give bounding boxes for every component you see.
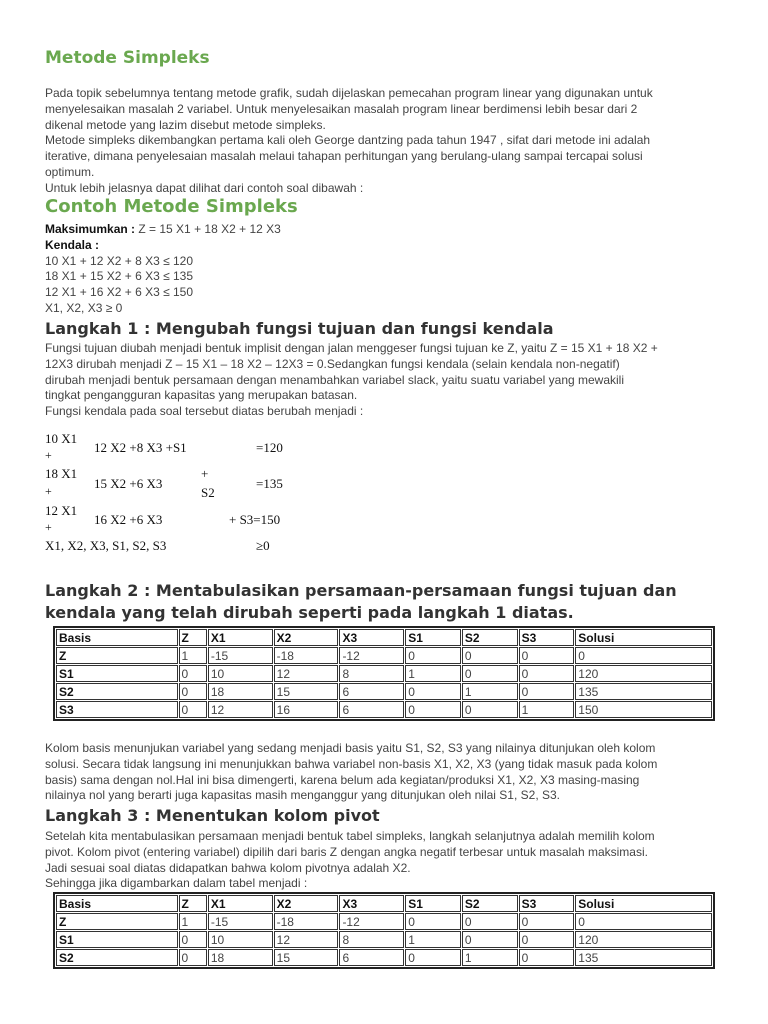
row-basis: Z (56, 913, 178, 930)
step1-heading: Langkah 1 : Mengubah fungsi tujuan dan fungsi kendala (45, 319, 554, 338)
table-row (56, 931, 712, 948)
basis-explanation-paragraph (45, 741, 657, 804)
cell: 1 (519, 701, 575, 718)
eq4-rhs: ≥0 (256, 538, 270, 553)
cell: 18 (208, 949, 273, 966)
eq1-rhs: =120 (256, 440, 283, 455)
cell: -12 (339, 913, 404, 930)
step2-heading-line2: kendala yang telah dirubah seperti pada langkah 1 diatas. (45, 603, 574, 622)
eq4-nonneg: X1, X2, X3, S1, S2, S3 (45, 538, 167, 553)
eq1-rest: 12 X2 +8 X3 +S1 (94, 440, 187, 455)
cell: 150 (575, 701, 712, 718)
intro-line: Untuk lebih jelasnya dapat dilihat dari contoh soal dibawah : (45, 180, 364, 195)
cell: 0 (405, 913, 461, 930)
row-basis: S1 (56, 665, 178, 682)
header-s3: S3 (519, 895, 575, 912)
header-solusi: Solusi (575, 895, 712, 912)
cell: 0 (462, 647, 518, 664)
paragraph-line: pivot. Kolom pivot (entering variabel) dipilih dari baris Z dengan angka negatif terbesar untuk masalah maksimasi. (45, 844, 648, 859)
step1-line: 12X3 dirubah menjadi Z – 15 X1 – 18 X2 – 12X3 = 0.Sedangkan fungsi kendala (selain kendala non-negatif) (45, 356, 620, 371)
cell: 1 (405, 931, 461, 948)
intro-line: optimum. (45, 164, 95, 179)
header-x2: X2 (274, 629, 339, 646)
intro-line: menyelesaikan masalah 2 variabel. Untuk menyelesaikan masalah program linear berdimensi lebih besar dari 2 (45, 101, 638, 116)
cell: 0 (179, 949, 207, 966)
table-row (56, 701, 712, 718)
header-s2: S2 (462, 629, 518, 646)
problem-statement (45, 222, 281, 317)
intro-line: Pada topik sebelumnya tentang metode grafik, sudah dijelaskan pemecahan program linear yang digunakan untuk (45, 86, 653, 100)
table-row (56, 647, 712, 664)
row-basis: S1 (56, 931, 178, 948)
paragraph-line: Setelah kita mentabulasikan persamaan menjadi bentuk tabel simpleks, langkah selanjutnya adalah memilih kolom (45, 829, 655, 843)
cell: 0 (462, 665, 518, 682)
eq1-x1: 10 X1 (45, 431, 78, 446)
eq3-plus: + (45, 520, 52, 534)
step1-line: Fungsi tujuan diubah menjadi bentuk implisit dengan jalan menggeser fungsi tujuan ke Z, yaitu Z = 15 X1 + 18 X2 + (45, 341, 658, 355)
step2-heading-line1: Langkah 2 : Mentabulasikan persamaan-persamaan fungsi tujuan dan (45, 581, 677, 600)
page-title: Metode Simpleks (45, 48, 210, 68)
header-z: Z (179, 629, 207, 646)
header-basis: Basis (56, 629, 178, 646)
header-x1: X1 (208, 895, 273, 912)
intro-line: iterative, dimana penyelesaian masalah melaui tahapan perhitungan yang berulang-ulang sampai tercapai solusi (45, 149, 643, 164)
cell: 0 (462, 701, 518, 718)
cell: 15 (274, 683, 339, 700)
maks-label: Maksimumkan : (45, 222, 136, 236)
cell: 0 (405, 701, 461, 718)
objective-line (45, 222, 281, 238)
cell: 0 (179, 665, 207, 682)
cell: 0 (519, 665, 575, 682)
row-basis: Z (56, 647, 178, 664)
cell: 8 (339, 665, 404, 682)
cell: 15 (274, 949, 339, 966)
row-basis: S2 (56, 949, 178, 966)
cell: 12 (274, 931, 339, 948)
eq2-plus: + (45, 484, 52, 498)
eq3-s3-rhs: + S3=150 (229, 512, 281, 527)
row-basis: S2 (56, 683, 178, 700)
header-solusi: Solusi (575, 629, 712, 646)
cell: 0 (462, 913, 518, 930)
eq2-x1: 18 X1 (45, 466, 78, 481)
table-header-row (56, 629, 712, 646)
cell: 1 (179, 647, 207, 664)
cell: 1 (405, 665, 461, 682)
cell: 135 (575, 949, 712, 966)
header-x3: X3 (339, 895, 404, 912)
cell: 6 (339, 949, 404, 966)
cell: 1 (462, 949, 518, 966)
cell: 0 (519, 647, 575, 664)
cell: 10 (208, 665, 273, 682)
constraint-line: 18 X1 + 15 X2 + 6 X3 ≤ 135 (45, 269, 194, 284)
cell: -15 (208, 647, 273, 664)
cell: 0 (575, 647, 712, 664)
constraint-line: 10 X1 + 12 X2 + 8 X3 ≤ 120 (45, 253, 194, 268)
paragraph-line: solusi. Secara tidak langsung ini menunjukkan bahwa variabel non-basis X1, X2, X3 (yang tidak masuk pada kolom (45, 756, 658, 771)
table-row (56, 683, 712, 700)
step1-line: Fungsi kendala pada soal tersebut diatas berubah menjadi : (45, 404, 364, 419)
eq2-s2: S2 (201, 485, 215, 500)
cell: 0 (519, 913, 575, 930)
cell: 0 (179, 701, 207, 718)
cell: 0 (519, 931, 575, 948)
header-basis: Basis (56, 895, 178, 912)
cell: 6 (339, 683, 404, 700)
cell: -15 (208, 913, 273, 930)
cell: 12 (274, 665, 339, 682)
intro-line: Metode simpleks dikembangkan pertama kali oleh George dantzing pada tahun 1947 , sifat dari metode ini adalah (45, 133, 651, 148)
eq2-plus-s2: + (201, 466, 209, 481)
cell: 0 (462, 931, 518, 948)
cell: 18 (208, 683, 273, 700)
cell: 135 (575, 683, 712, 700)
simplex-table-2 (53, 892, 715, 969)
header-s2: S2 (462, 895, 518, 912)
cell: 12 (208, 701, 273, 718)
cell: 0 (405, 949, 461, 966)
intro-line: dikenal metode yang lazim disebut metode simpleks. (45, 117, 326, 132)
intro-paragraph (45, 86, 653, 197)
cell: 0 (179, 683, 207, 700)
cell: 0 (179, 931, 207, 948)
header-s1: S1 (405, 629, 461, 646)
contoh-heading: Contoh Metode Simpleks (45, 196, 298, 217)
eq3-x1: 12 X1 (45, 503, 78, 518)
cell: 120 (575, 665, 712, 682)
kendala-label: Kendala : (45, 237, 100, 252)
cell: 0 (405, 683, 461, 700)
constraint-line: 12 X1 + 16 X2 + 6 X3 ≤ 150 (45, 285, 194, 300)
cell: 0 (575, 913, 712, 930)
table-row (56, 913, 712, 930)
header-x1: X1 (208, 629, 273, 646)
eq2-rest: 15 X2 +6 X3 (94, 476, 163, 491)
step3-heading: Langkah 3 : Menentukan kolom pivot (45, 806, 380, 825)
table-row (56, 665, 712, 682)
paragraph-line: Kolom basis menunjukan variabel yang sedang menjadi basis yaitu S1, S2, S3 yang nilainya ditunjukan oleh kolom (45, 741, 656, 755)
simplex-table-1 (53, 626, 715, 721)
header-s1: S1 (405, 895, 461, 912)
step1-paragraph (45, 341, 658, 420)
paragraph-line: Jadi sesuai soal diatas didapatkan bahwa kolom pivotnya adalah X2. (45, 860, 411, 875)
cell: 0 (519, 949, 575, 966)
paragraph-line: nilainya nol yang berarti juga kapasitas masih menganggur yang ditunjukan oleh nilai S1, S2, S3. (45, 788, 560, 803)
table-row (56, 949, 712, 966)
eq3-rest: 16 X2 +6 X3 (94, 512, 163, 527)
eq1-plus: + (45, 448, 52, 462)
cell: 0 (519, 683, 575, 700)
cell: 120 (575, 931, 712, 948)
cell: -18 (274, 647, 339, 664)
cell: 1 (462, 683, 518, 700)
objective-expression: Z = 15 X1 + 18 X2 + 12 X3 (135, 222, 281, 236)
step1-line: dirubah menjadi bentuk persamaan dengan menambahkan variabel slack, yaitu suatu variabel yang mewakili (45, 372, 625, 387)
header-z: Z (179, 895, 207, 912)
header-x2: X2 (274, 895, 339, 912)
header-s3: S3 (519, 629, 575, 646)
cell: 0 (405, 647, 461, 664)
cell: 10 (208, 931, 273, 948)
step1-line: tingkat pengangguran kapasitas yang merupakan batasan. (45, 388, 358, 403)
cell: -18 (274, 913, 339, 930)
cell: 16 (274, 701, 339, 718)
cell: 8 (339, 931, 404, 948)
table-header-row (56, 895, 712, 912)
row-basis: S3 (56, 701, 178, 718)
nonneg-line: X1, X2, X3 ≥ 0 (45, 300, 123, 315)
paragraph-line: Sehingga jika digambarkan dalam tabel menjadi : (45, 876, 308, 891)
cell: 6 (339, 701, 404, 718)
header-x3: X3 (339, 629, 404, 646)
step3-paragraph (45, 829, 655, 892)
eq2-rhs: =135 (256, 476, 283, 491)
cell: -12 (339, 647, 404, 664)
paragraph-line: basis) sama dengan nol.Hal ini bisa dimengerti, karena belum ada kegiatan/produksi X1, X2, X3 masing-masing (45, 772, 640, 787)
cell: 1 (179, 913, 207, 930)
